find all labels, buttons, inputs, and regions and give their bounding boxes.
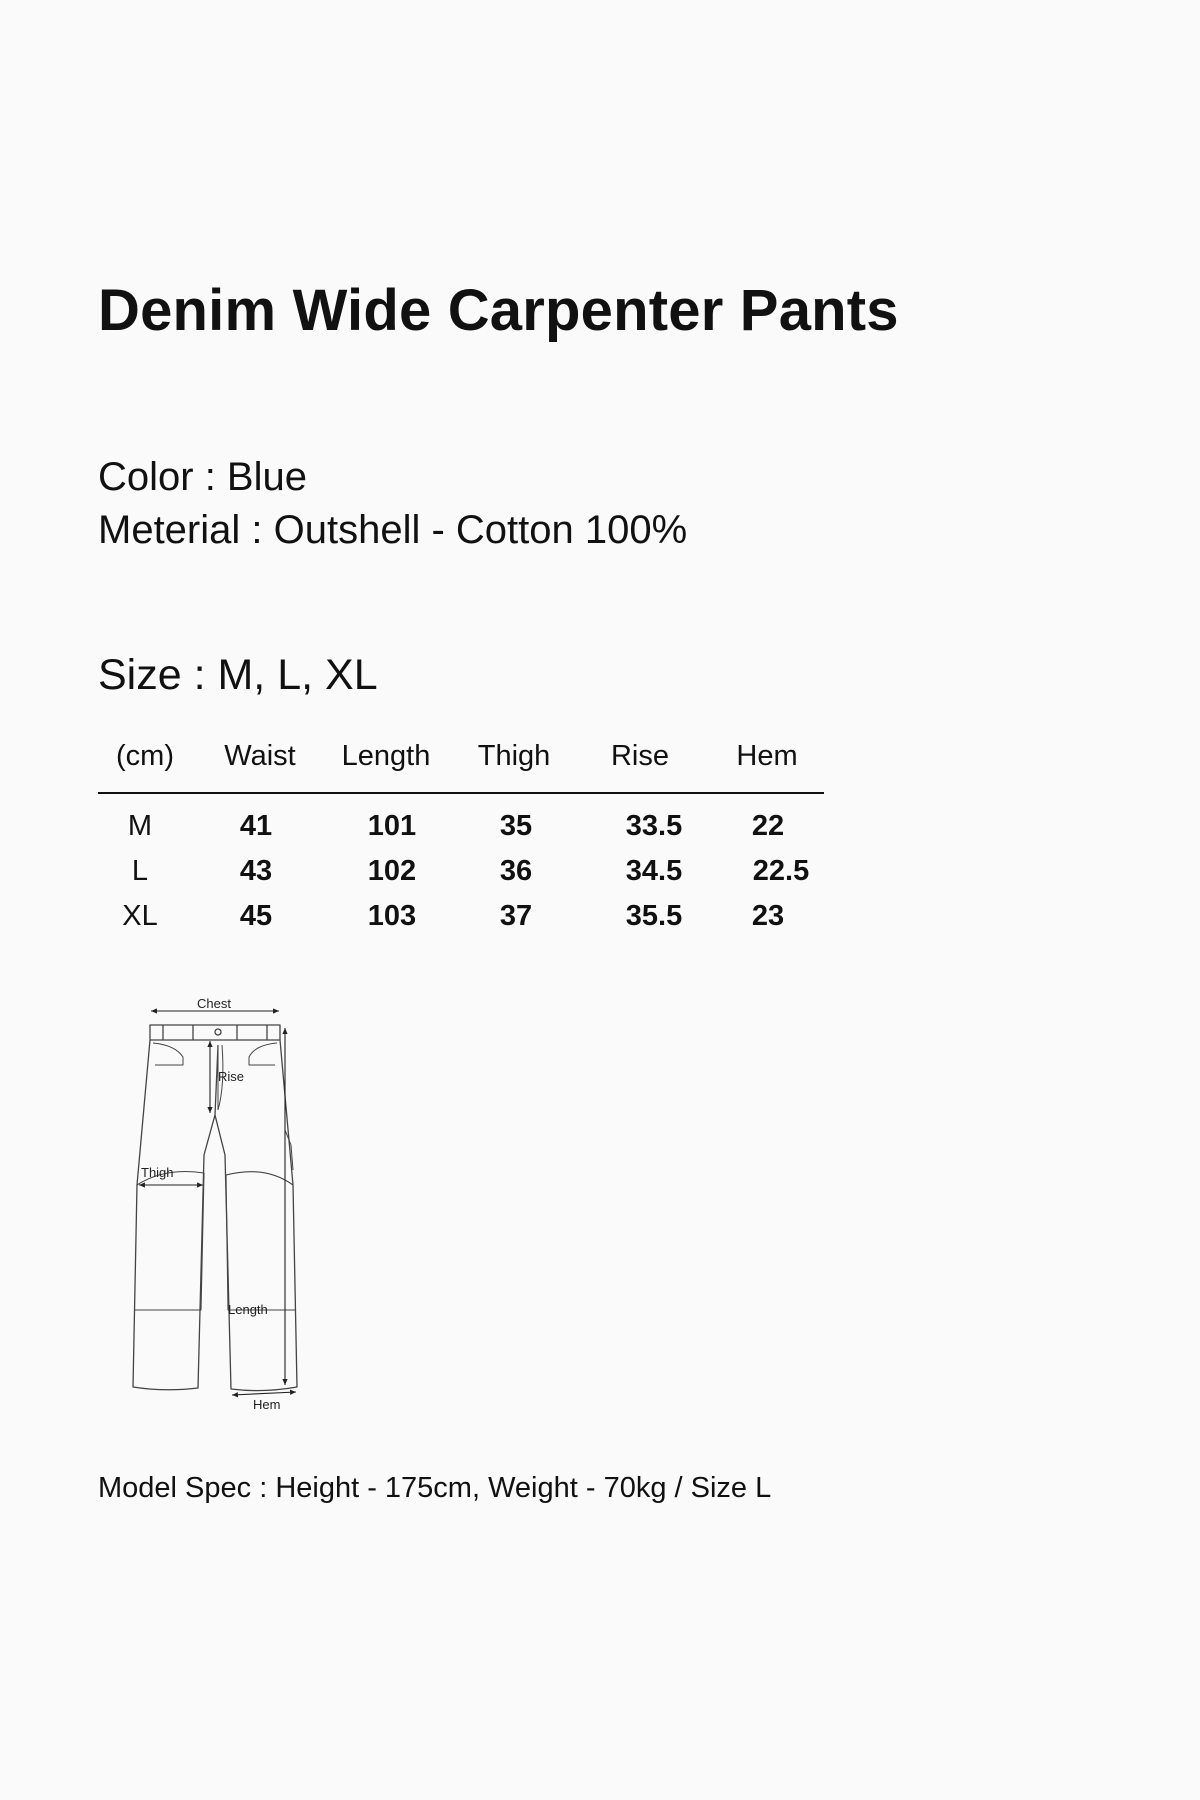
- table-row: [98, 806, 824, 851]
- diagram-label-rise: Rise: [218, 1069, 245, 1084]
- table-header-length: Length: [341, 740, 431, 772]
- rise-cell: 33.5: [625, 810, 683, 842]
- hem-cell: 22: [751, 810, 785, 842]
- color-spec: Color : Blue: [98, 455, 307, 499]
- table-header-rise: Rise: [610, 740, 670, 772]
- table-header-row: [98, 738, 824, 794]
- length-cell: 102: [367, 855, 417, 887]
- thigh-cell: 35: [499, 810, 533, 842]
- waist-cell: 41: [239, 810, 273, 842]
- rise-cell: 34.5: [625, 855, 683, 887]
- diagram-label-length: Length: [228, 1302, 268, 1317]
- thigh-cell: 37: [499, 900, 533, 932]
- size-heading: Size : M, L, XL: [98, 651, 378, 699]
- table-header-waist: Waist: [224, 740, 296, 772]
- size-cell: L: [131, 855, 149, 887]
- thigh-cell: 36: [499, 855, 533, 887]
- rise-cell: 35.5: [625, 900, 683, 932]
- table-row: [98, 851, 824, 896]
- waist-cell: 45: [239, 900, 273, 932]
- size-cell: XL: [122, 900, 158, 932]
- waist-cell: 43: [239, 855, 273, 887]
- diagram-label-thigh: Thigh: [141, 1165, 174, 1180]
- hem-cell: 22.5: [752, 855, 810, 887]
- hem-cell: 23: [751, 900, 785, 932]
- pants-diagram-svg: [125, 995, 315, 1415]
- length-cell: 101: [367, 810, 417, 842]
- diagram-label-chest: Chest: [197, 996, 231, 1011]
- table-row: [98, 896, 824, 941]
- table-header-hem: Hem: [736, 740, 798, 772]
- diagram-label-hem: Hem: [253, 1397, 281, 1412]
- size-table: [98, 738, 824, 941]
- table-header-thigh: Thigh: [477, 740, 551, 772]
- length-cell: 103: [367, 900, 417, 932]
- table-header-unit: (cm): [116, 740, 174, 772]
- pants-measurement-diagram: [125, 995, 315, 1415]
- material-spec: Meterial : Outshell - Cotton 100%: [98, 508, 688, 552]
- page-title: Denim Wide Carpenter Pants: [98, 278, 899, 343]
- table-body: [98, 794, 824, 941]
- size-cell: M: [127, 810, 153, 842]
- model-spec: Model Spec : Height - 175cm, Weight - 70kg / Size L: [98, 1472, 772, 1504]
